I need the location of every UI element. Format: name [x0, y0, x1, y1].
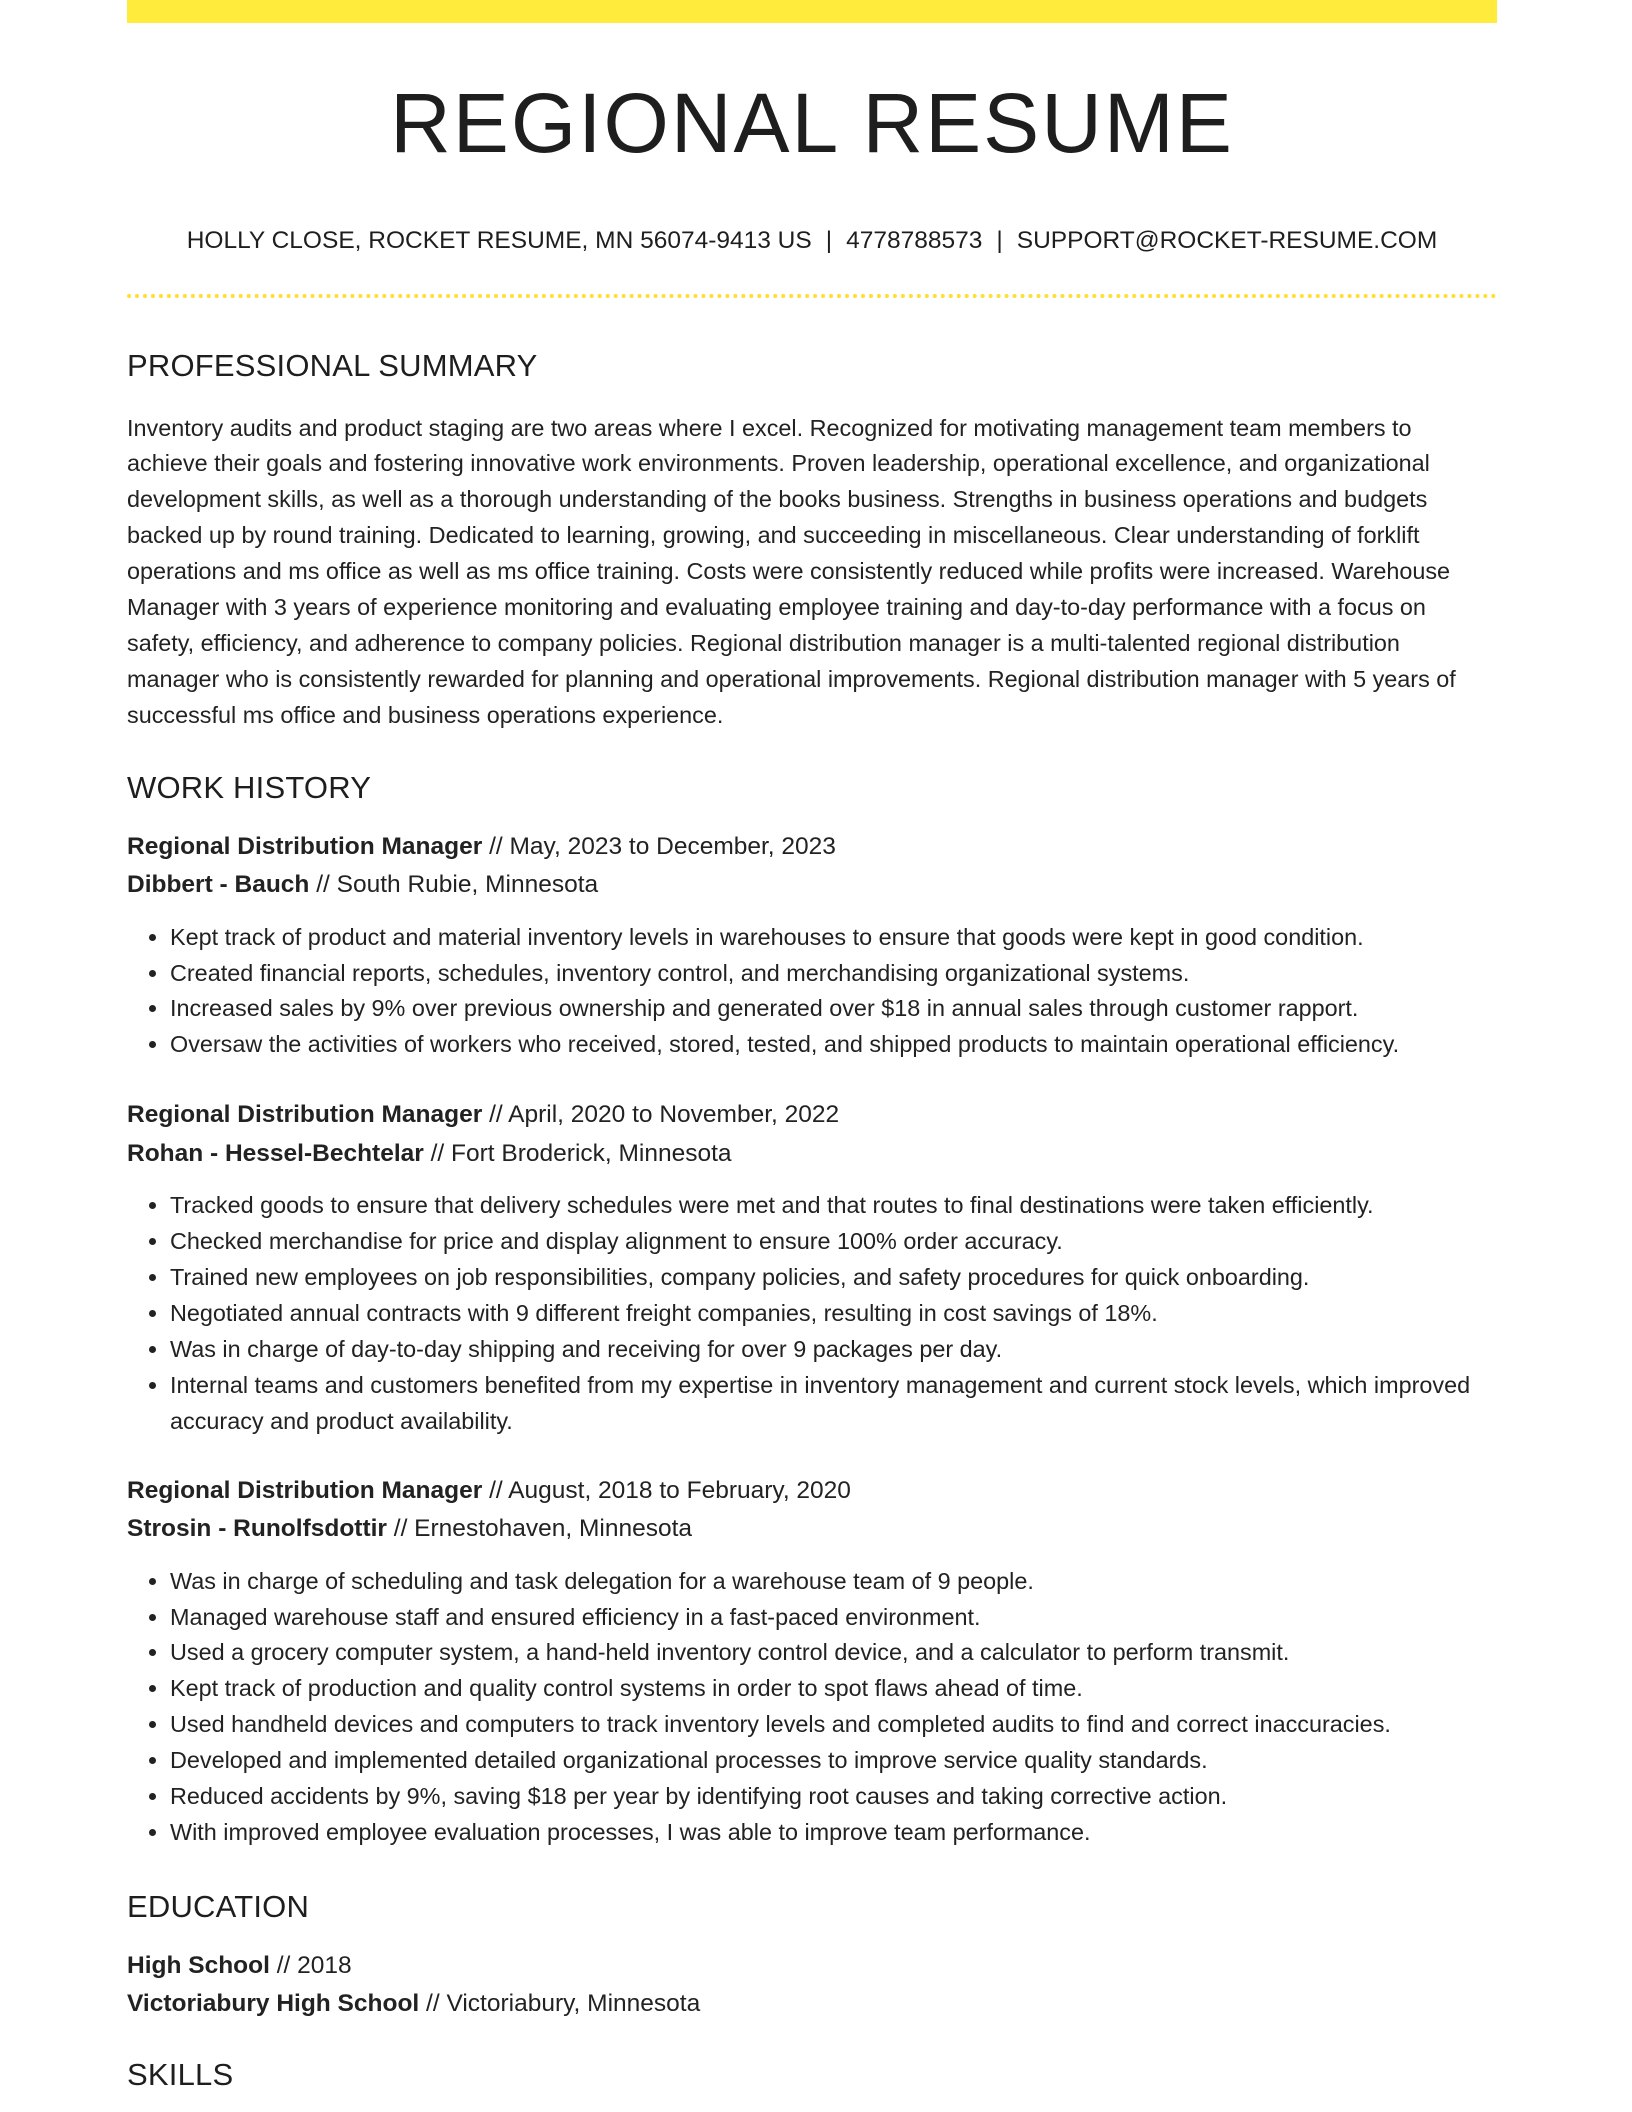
duty-item: • Developed and implemented detailed organizational processes to improve service quality standards.: [170, 1743, 1497, 1779]
job-location: // Ernestohaven, Minnesota: [393, 1515, 693, 1543]
job-entry: [127, 1103, 1497, 1439]
job-entry: [127, 832, 1497, 1064]
duty-item: • Kept track of product and material inventory levels in warehouses to ensure that goods were kept in good condition.: [170, 920, 1497, 956]
accent-top-bar: [127, 0, 1497, 23]
job-location: // South Rubie, Minnesota: [316, 871, 599, 899]
duty-item: • Trained new employees on job responsibilities, company policies, and safety procedures for quick onboarding.: [170, 1260, 1497, 1296]
duty-item: • Increased sales by 9% over previous ownership and generated over $18 in annual sales through customer rapport.: [170, 991, 1497, 1027]
skills-heading: SKILLS: [127, 2056, 234, 2092]
job-company-line: [127, 1517, 1497, 1542]
duty-item: • Created financial reports, schedules, inventory control, and merchandising organizational systems.: [170, 956, 1497, 992]
summary-heading: PROFESSIONAL SUMMARY: [127, 347, 538, 383]
duty-item: • Oversaw the activities of workers who received, stored, tested, and shipped products to maintain operational efficiency.: [170, 1027, 1497, 1063]
job-dates: // May, 2023 to December, 2023: [489, 832, 836, 860]
duty-item: • Was in charge of day-to-day shipping and receiving for over 9 packages per day.: [170, 1332, 1497, 1368]
duty-item: • Managed warehouse staff and ensured efficiency in a fast-paced environment.: [170, 1600, 1497, 1636]
education-heading: EDUCATION: [127, 1888, 310, 1924]
job-title: Regional Distribution Manager: [127, 1101, 483, 1129]
education-degree: High School: [127, 1951, 270, 1979]
duty-item: • Reduced accidents by 9%, saving $18 per year by identifying root causes and taking corrective action.: [170, 1779, 1497, 1815]
job-entry: [127, 1476, 1497, 1851]
duty-item: • Checked merchandise for price and display alignment to ensure 100% order accuracy.: [170, 1224, 1497, 1260]
education-entry: [127, 1951, 1497, 2018]
job-dates: // April, 2020 to November, 2022: [489, 1101, 840, 1129]
job-title-line: [127, 1476, 1497, 1504]
dotted-divider: [127, 294, 1497, 298]
contact-phone: 4778788573: [846, 227, 983, 254]
resume-page: [127, 0, 1497, 2090]
contact-separator: |: [825, 227, 833, 254]
education-degree-line: [127, 1951, 1497, 1979]
job-duties-list: [127, 920, 1497, 1064]
duty-item: • Was in charge of scheduling and task delegation for a warehouse team of 9 people.: [170, 1564, 1497, 1600]
education-year: // 2018: [276, 1951, 352, 1979]
job-company: Strosin - Runolfsdottir: [127, 1515, 387, 1543]
contact-separator: |: [996, 227, 1003, 254]
job-title-line: [127, 1103, 1497, 1128]
job-company: Rohan - Hessel-Bechtelar: [127, 1139, 424, 1167]
duty-item: • Used a grocery computer system, a hand-held inventory control device, and a calculator to perform transmit.: [170, 1635, 1497, 1671]
job-duties-list: [127, 1564, 1497, 1851]
contact-line: [127, 229, 1497, 254]
duty-item: • Used handheld devices and computers to track inventory levels and completed audits to find and correct inaccuracies.: [170, 1707, 1497, 1743]
duty-item: • Internal teams and customers benefited from my expertise in inventory management and current stock levels, which improved accuracy and product availability.: [170, 1368, 1497, 1440]
job-duties-list: [127, 1188, 1497, 1439]
duty-item: • Negotiated annual contracts with 9 different freight companies, resulting in cost savings of 18%.: [170, 1296, 1497, 1332]
job-dates: // August, 2018 to February, 2020: [489, 1476, 851, 1504]
education-location: // Victoriabury, Minnesota: [426, 1990, 701, 2018]
resume-title: REGIONAL RESUME: [390, 76, 1234, 170]
job-company-line: [127, 873, 1497, 898]
job-title: Regional Distribution Manager: [127, 832, 483, 860]
job-location: // Fort Broderick, Minnesota: [430, 1139, 732, 1167]
duty-item: • With improved employee evaluation processes, I was able to improve team performance.: [170, 1815, 1497, 1851]
job-company-line: [127, 1139, 1497, 1167]
education-school: Victoriabury High School: [127, 1990, 420, 2018]
job-company: Dibbert - Bauch: [127, 871, 310, 899]
summary-text: Inventory audits and product staging are two areas where I excel. Recognized for motivating management team members to achieve their goals and fostering innovative work environments. Proven leadership, operational excellence, and organizational development skills, as well as a thorough understanding of the books business. Strengths in business operations and budgets backed up by round training. Dedicated to learning, growing, and succeeding in miscellaneous. Clear understanding of forklift operations and ms office as well as ms office training. Costs were consistently reduced while profits were increased. Warehouse Manager with 3 years of experience monitoring and evaluating employee training and day-to-day performance with a focus on safety, efficiency, and adherence to company policies. Regional distribution manager is a multi-talented regional distribution manager who is consistently rewarded for planning and operational improvements. Regional distribution manager with 5 years of successful ms office and business operations experience.: [127, 414, 1456, 728]
contact-address: HOLLY CLOSE, ROCKET RESUME, MN 56074-9413 US: [186, 227, 812, 254]
job-title: Regional Distribution Manager: [127, 1476, 483, 1504]
contact-email: SUPPORT@ROCKET-RESUME.COM: [1016, 227, 1438, 254]
duty-item: • Kept track of production and quality control systems in order to spot flaws ahead of time.: [170, 1671, 1497, 1707]
duty-item: • Tracked goods to ensure that delivery schedules were met and that routes to final destinations were taken efficiently.: [170, 1188, 1497, 1224]
education-school-line: [127, 1992, 1497, 2017]
work-history-heading: WORK HISTORY: [127, 769, 372, 805]
job-title-line: [127, 832, 1497, 860]
